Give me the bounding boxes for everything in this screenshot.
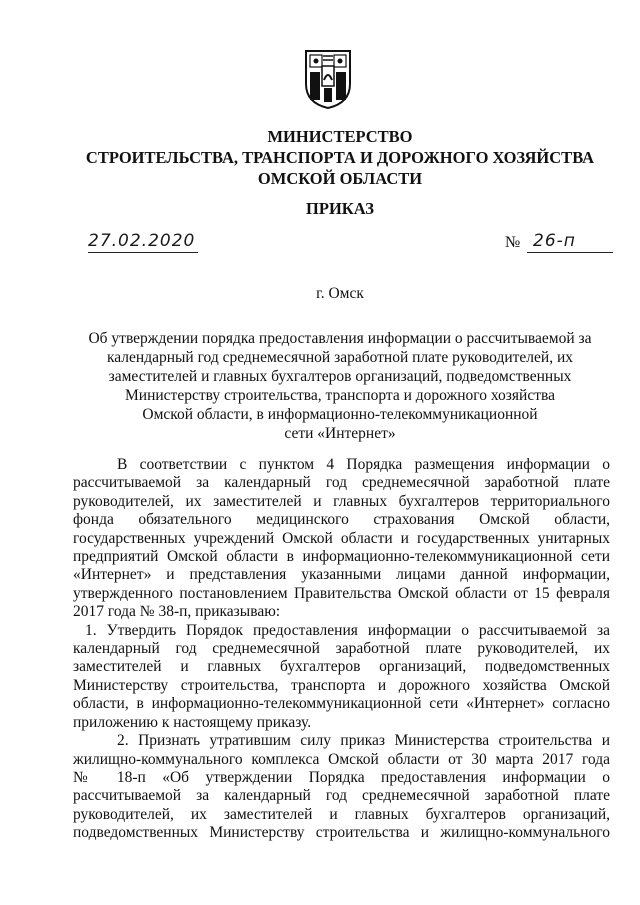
order-title: [80, 329, 600, 443]
preamble-line: рассчитываемой за календарный год среднемесячной заработной плате: [73, 474, 610, 492]
ministry-name-line-3: ОМСКОЙ ОБЛАСТИ: [257, 169, 423, 188]
preamble-line: «Интернет» и представления указанными лицами данной информации,: [73, 566, 610, 584]
item-1-line: заместителей и главных бухгалтеров организаций, подведомственных: [73, 658, 610, 676]
title-line: Об утверждении порядка предоставления информации о рассчитываемой за: [88, 330, 592, 347]
preamble-line: государственных учреждений Омской области и государственных унитарных: [73, 529, 610, 547]
item-2-line: руководителей, их заместителей и главных бухгалтеров организаций,: [73, 805, 610, 823]
preamble-line: фонда обязательного медицинского страхования Омской области,: [73, 511, 610, 529]
preamble-line: утвержденного постановлением Правительства Омской области от 15 февраля: [73, 584, 610, 602]
item-1-line: Министерству строительства, транспорта и дорожного хозяйства Омской: [73, 676, 610, 694]
order-number: 26-п: [527, 231, 613, 253]
item-1-line: области, в информационно-телекоммуникационной сети «Интернет» согласно: [73, 695, 610, 713]
item-2-line: жилищно-коммунального комплекса Омской области от 30 марта 2017 года: [73, 750, 610, 768]
title-line: сети «Интернет»: [284, 425, 396, 442]
ministry-name-line-1: МИНИСТЕРСТВО: [267, 127, 413, 146]
document-type: ПРИКАЗ: [306, 199, 374, 218]
omsk-coat-of-arms-icon: [303, 48, 353, 110]
city: г. Омск: [316, 285, 364, 302]
order-date: 27.02.2020: [88, 231, 198, 253]
item-1-line: приложению к настоящему приказу.: [73, 713, 312, 731]
title-line: заместителей и главных бухгалтеров организаций, подведомственных: [108, 368, 572, 385]
preamble-line: руководителей, их заместителей и главных бухгалтеров территориального: [73, 492, 610, 510]
item-2-line: рассчитываемой за календарный год среднемесячной заработной плате: [73, 787, 610, 805]
order-body: [73, 456, 610, 843]
preamble-line: В соответствии с пунктом 4 Порядка размещения информации о: [117, 456, 610, 473]
item-2-line: подведомственных Министерству строительства и жилищно-коммунального: [73, 824, 610, 842]
title-line: Министерству строительства, транспорта и дорожного хозяйства: [125, 387, 555, 404]
item-1-line: 1. Утвердить Порядок предоставления информации о рассчитываемой за: [85, 621, 610, 639]
title-line: Омской области, в информационно-телекоммуникационной: [142, 406, 538, 423]
ministry-name-line-2: СТРОИТЕЛЬСТВА, ТРАНСПОРТА И ДОРОЖНОГО ХОЗЯЙСТВА: [85, 148, 595, 167]
order-number-label: №: [505, 234, 521, 251]
item-1-line: календарный год среднемесячной заработной плате руководителей, их: [73, 640, 610, 658]
item-2-line: № 18-п «Об утверждении Порядка предоставления информации о: [73, 768, 610, 786]
preamble-line: 2017 года № 38-п, приказываю:: [73, 603, 281, 621]
preamble-line: предприятий Омской области в информационно-телекоммуникационной сети: [73, 548, 610, 566]
title-line: календарный год среднемесячной заработной плате руководителей, их: [106, 349, 574, 366]
item-2-line: 2. Признать утратившим силу приказ Министерства строительства и: [117, 732, 610, 750]
